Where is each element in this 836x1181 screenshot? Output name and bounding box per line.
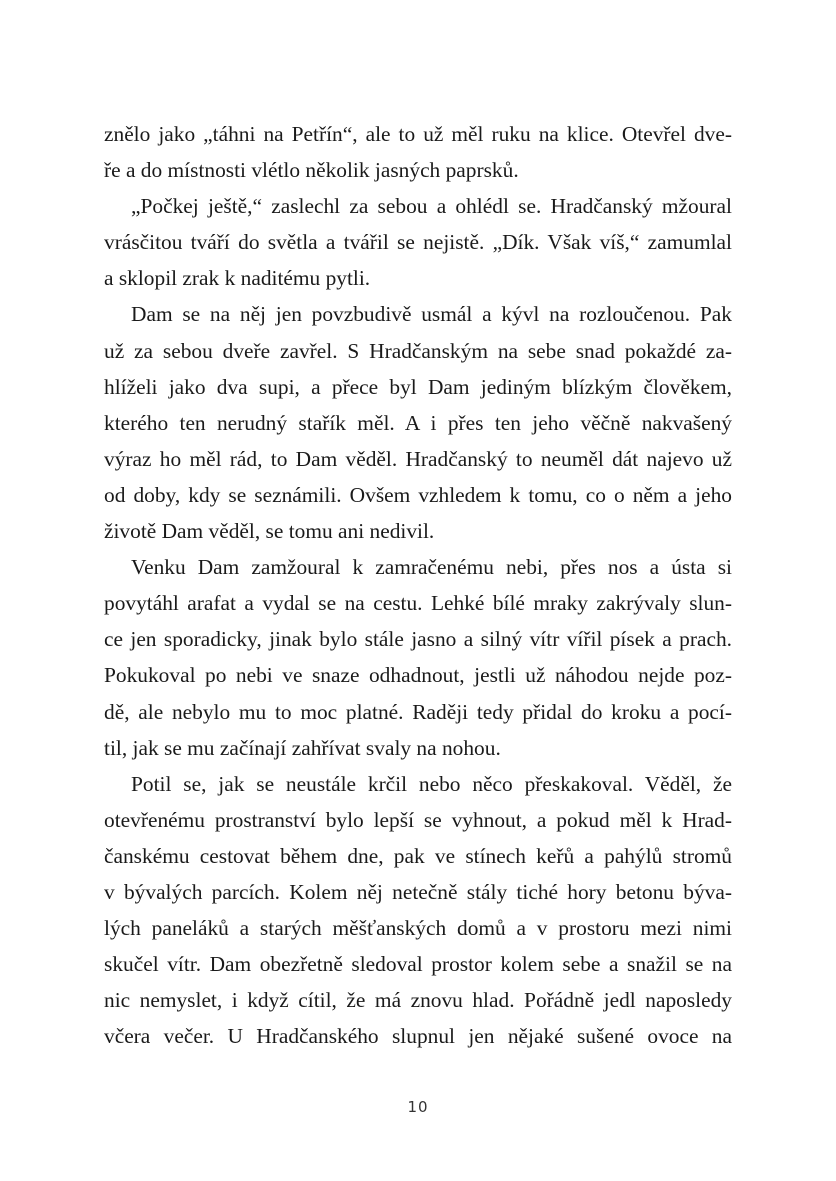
text-line: výraz ho měl rád, to Dam věděl. Hradčanský to neuměl dát najevo už bbox=[104, 446, 732, 471]
text-line: čanskému cestovat během dne, pak ve stínech keřů a pahýlů stromů bbox=[104, 843, 732, 868]
text-line: od doby, kdy se seznámili. Ovšem vzhledem k tomu, co o něm a jeho bbox=[104, 482, 732, 507]
text-line: hlíželi jako dva supi, a přece byl Dam jediným blízkým člověkem, bbox=[104, 374, 732, 399]
text-line: životě Dam věděl, se tomu ani nedivil. bbox=[104, 519, 435, 544]
text-line: lých paneláků a starých měšťanských domů a v prostoru mezi nimi bbox=[104, 916, 732, 941]
text-line: a sklopil zrak k naditému pytli. bbox=[104, 266, 371, 291]
text-line: skučel vítr. Dam obezřetně sledoval prostor kolem sebe a snažil se na bbox=[104, 952, 732, 977]
text-line: včera večer. U Hradčanského slupnul jen nějaké sušené ovoce na bbox=[104, 1024, 732, 1049]
body-text bbox=[104, 116, 732, 1054]
text-line: dě, ale nebylo mu to moc platné. Raději tedy přidal do kroku a pocí- bbox=[104, 699, 732, 724]
paragraph bbox=[104, 766, 732, 1055]
text-line: til, jak se mu začínají zahřívat svaly na nohou. bbox=[104, 735, 501, 760]
text-line: ce jen sporadicky, jinak bylo stále jasno a silný vítr vířil písek a prach. bbox=[104, 627, 732, 652]
text-line: znělo jako „táhni na Petřín“, ale to už měl ruku na klice. Otevřel dve- bbox=[104, 122, 732, 146]
text-line: Venku Dam zamžoural k zamračenému nebi, přes nos a ústa si bbox=[131, 555, 732, 580]
text-line: ře a do místnosti vlétlo několik jasných paprsků. bbox=[104, 158, 519, 183]
text-line: nic nemyslet, i když cítil, že má znovu hlad. Pořádně jedl naposledy bbox=[104, 988, 732, 1013]
text-line: vrásčitou tváří do světla a tvářil se nejistě. „Dík. Však víš,“ zamumlal bbox=[104, 230, 732, 255]
text-line: povytáhl arafat a vydal se na cestu. Lehké bílé mraky zakrývaly slun- bbox=[104, 591, 732, 616]
page-number: 10 bbox=[407, 1098, 429, 1116]
text-line: otevřenému prostranství bylo lepší se vyhnout, a pokud měl k Hrad- bbox=[104, 807, 732, 832]
text-line: Potil se, jak se neustále krčil nebo něco přeskakoval. Věděl, že bbox=[131, 771, 732, 796]
text-line: Pokukoval po nebi ve snaze odhadnout, jestli už náhodou nejde poz- bbox=[104, 663, 732, 688]
paragraph bbox=[104, 116, 732, 188]
paragraph bbox=[104, 188, 732, 296]
paragraph bbox=[104, 296, 732, 549]
paragraph bbox=[104, 549, 732, 766]
text-line: kterého ten nerudný stařík měl. A i přes ten jeho věčně nakvašený bbox=[104, 410, 732, 435]
text-line: v bývalých parcích. Kolem něj netečně stály tiché hory betonu býva- bbox=[104, 879, 732, 904]
text-line: už za sebou dveře zavřel. S Hradčanským na sebe snad pokaždé za- bbox=[104, 338, 732, 363]
text-line: „Počkej ještě,“ zaslechl za sebou a ohlédl se. Hradčanský mžoural bbox=[131, 194, 732, 219]
text-line: Dam se na něj jen povzbudivě usmál a kývl na rozloučenou. Pak bbox=[131, 302, 732, 327]
